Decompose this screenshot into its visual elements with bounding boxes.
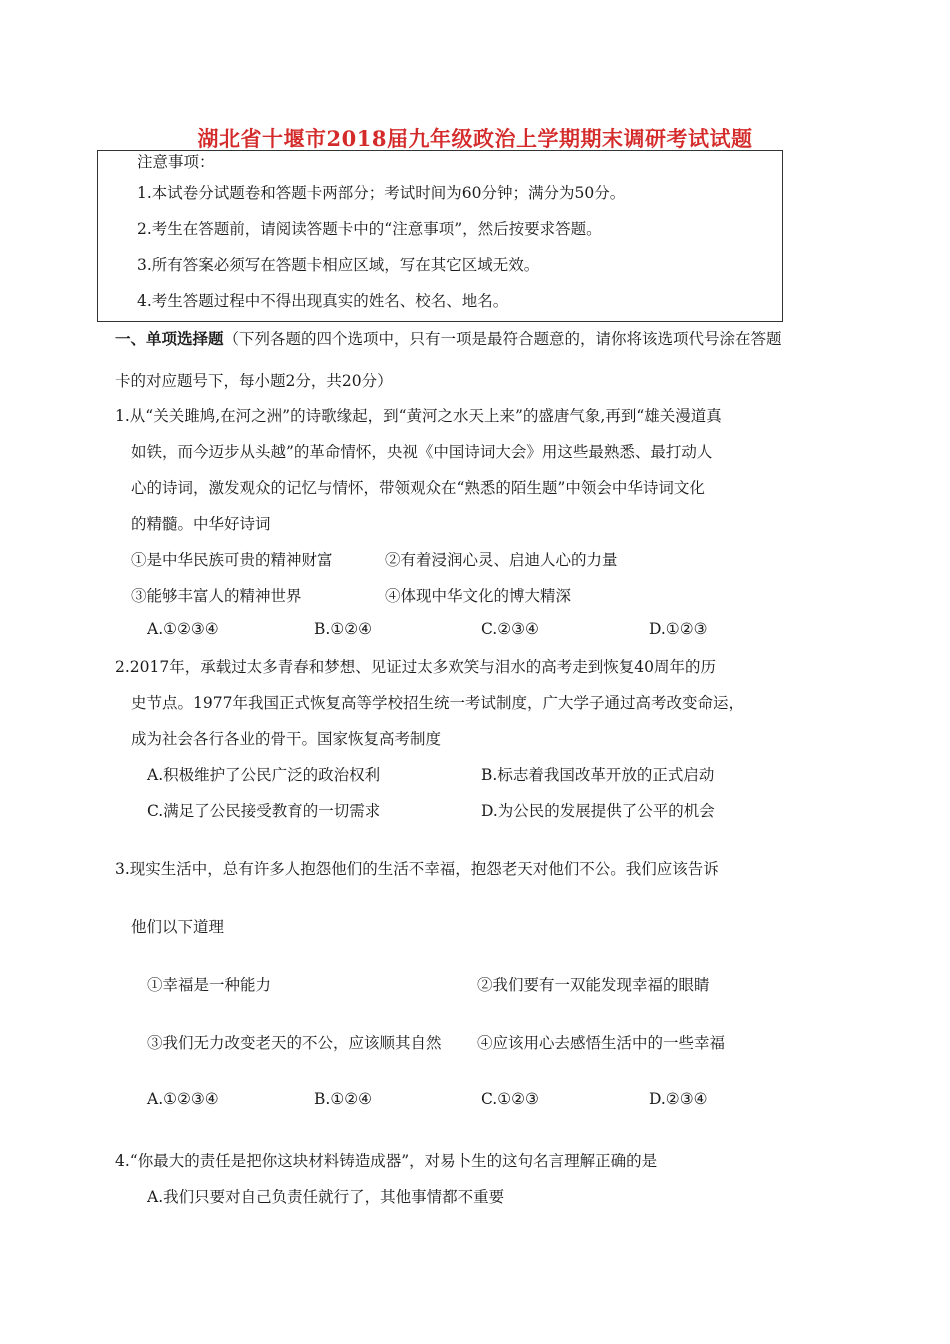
notice-heading: 注意事项： <box>137 153 215 171</box>
q3-statement-4: ④应该用心去感悟生活中的一些幸福 <box>477 1034 726 1052</box>
q3-option-a[interactable]: A.①②③④ <box>147 1090 219 1108</box>
q2-option-b[interactable]: B.标志着我国改革开放的正式启动 <box>481 766 715 784</box>
q3-option-b[interactable]: B.①②④ <box>314 1090 373 1108</box>
q1-line-2: 如铁，而今迈步从头越”的革命情怀，央视《中国诗词大会》用这些最熟悉、最打动人 <box>131 443 713 461</box>
q3-statement-1: ①幸福是一种能力 <box>147 976 272 994</box>
notice-item-3: 3.所有答案必须写在答题卡相应区域，写在其它区域无效。 <box>137 256 540 274</box>
q1-statement-2: ②有着浸润心灵、启迪人心的力量 <box>385 551 618 569</box>
q1-line-1: 1.从“关关雎鸠,在河之洲”的诗歌缘起，到“黄河之水天上来”的盛唐气象,再到“雄关漫道真 <box>115 407 722 425</box>
q4-line-1: 4.“你最大的责任是把你这块材料铸造成器”，对易卜生的这句名言理解正确的是 <box>115 1152 658 1170</box>
q1-option-c[interactable]: C.②③④ <box>481 620 539 638</box>
q1-option-b[interactable]: B.①②④ <box>314 620 373 638</box>
q2-line-2: 史节点。1977年我国正式恢复高等学校招生统一考试制度，广大学子通过高考改变命运， <box>131 694 744 712</box>
q4-option-a[interactable]: A.我们只要对自己负责任就行了，其他事情都不重要 <box>147 1188 505 1206</box>
q2-option-c[interactable]: C.满足了公民接受教育的一切需求 <box>147 802 381 820</box>
q2-line-1: 2.2017年，承载过太多青春和梦想、见证过太多欢笑与泪水的高考走到恢复40周年的历 <box>115 658 716 676</box>
section-title: 一、单项选择题 <box>115 329 224 348</box>
q1-statement-4: ④体现中华文化的博大精深 <box>385 587 572 605</box>
q1-line-4: 的精髓。中华好诗词 <box>131 515 271 533</box>
q3-option-d[interactable]: D.②③④ <box>649 1090 708 1108</box>
q3-statement-2: ②我们要有一双能发现幸福的眼睛 <box>477 976 710 994</box>
q1-statement-3: ③能够丰富人的精神世界 <box>131 587 302 605</box>
q1-option-a[interactable]: A.①②③④ <box>147 620 219 638</box>
q1-line-3: 心的诗词，激发观众的记忆与情怀，带领观众在“熟悉的陌生题”中领会中华诗词文化 <box>131 479 705 497</box>
page-title: 湖北省十堰市2018届九年级政治上学期期末调研考试试题 <box>197 126 753 151</box>
notice-item-1: 1.本试卷分试题卷和答题卡两部分；考试时间为60分钟；满分为50分。 <box>137 184 626 202</box>
q3-statement-3: ③我们无力改变老天的不公，应该顺其自然 <box>147 1034 442 1052</box>
notice-item-2: 2.考生在答题前，请阅读答题卡中的“注意事项”，然后按要求答题。 <box>137 220 602 238</box>
q2-option-a[interactable]: A.积极维护了公民广泛的政治权利 <box>147 766 381 784</box>
notice-item-4: 4.考生答题过程中不得出现真实的姓名、校名、地名。 <box>137 292 509 310</box>
q3-line-2: 他们以下道理 <box>131 918 225 936</box>
q1-option-d[interactable]: D.①②③ <box>649 620 708 638</box>
section-heading <box>115 327 782 349</box>
section-instruction-cont: 卡的对应题号下，每小题2分，共20分） <box>115 372 393 390</box>
q2-line-3: 成为社会各行各业的骨干。国家恢复高考制度 <box>131 730 442 748</box>
q2-option-d[interactable]: D.为公民的发展提供了公平的机会 <box>481 802 715 820</box>
section-instruction: （下列各题的四个选项中，只有一项是最符合题意的，请你将该选项代号涂在答题 <box>223 330 782 348</box>
q3-option-c[interactable]: C.①②③ <box>481 1090 539 1108</box>
q3-line-1: 3.现实生活中，总有许多人抱怨他们的生活不幸福，抱怨老天对他们不公。我们应该告诉 <box>115 860 719 878</box>
q1-statement-1: ①是中华民族可贵的精神财富 <box>131 551 333 569</box>
